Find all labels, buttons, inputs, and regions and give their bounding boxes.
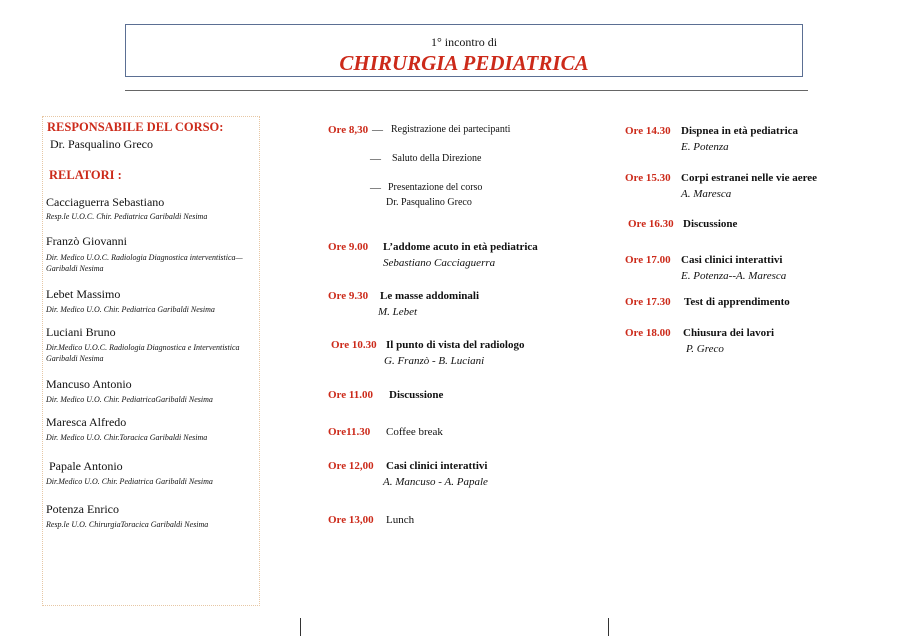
session-title: Coffee break xyxy=(386,426,443,438)
relatore-name: Maresca Alfredo xyxy=(46,415,127,429)
session-title: Casi clinici interattivi xyxy=(681,254,783,266)
course-staff-panel xyxy=(42,116,260,606)
session-title: Dispnea in età pediatrica xyxy=(681,125,799,137)
session-speaker: Dr. Pasqualino Greco xyxy=(386,197,472,208)
session-speaker: E. Potenza xyxy=(681,141,729,153)
session-speaker: P. Greco xyxy=(686,343,724,355)
session-time: Ore 10.30 xyxy=(331,339,377,351)
relatore-name: Franzò Giovanni xyxy=(46,234,127,248)
session-title: Registrazione dei partecipanti xyxy=(391,124,511,135)
session-time: Ore 16.30 xyxy=(628,218,674,230)
session-time: Ore 17.30 xyxy=(625,296,671,308)
page-title: CHIRURGIA PEDIATRICA xyxy=(339,51,589,75)
session-title: Corpi estranei nelle vie aeree xyxy=(681,172,818,184)
session-title: Saluto della Direzione xyxy=(392,153,482,164)
relatore-affiliation: Dir. Medico U.O. Chir. Pediatrica Garibaldi Nesima xyxy=(46,305,215,314)
session-time: Ore11.30 xyxy=(328,426,371,438)
relatore-name: Cacciaguerra Sebastiano xyxy=(46,195,165,209)
header-divider xyxy=(125,90,808,91)
responsabile-label: RESPONSABILE DEL CORSO: xyxy=(47,120,224,134)
session-title: Discussione xyxy=(683,218,738,230)
session-time: Ore 11.00 xyxy=(328,389,374,401)
relatori-label: RELATORI : xyxy=(49,168,122,182)
session-time: Ore 13,00 xyxy=(328,514,374,526)
session-title: Il punto di vista del radiologo xyxy=(386,339,525,351)
session-speaker: M. Lebet xyxy=(378,306,418,318)
session-speaker: A. Maresca xyxy=(681,188,732,200)
relatore-affiliation: Dir. Medico U.O. Chir. PediatricaGaribaldi Nesima xyxy=(46,395,213,404)
session-dash: — xyxy=(372,124,383,136)
fold-mark xyxy=(608,618,609,636)
session-time: Ore 8,30 xyxy=(328,124,369,136)
relatore-name: Lebet Massimo xyxy=(46,287,121,301)
session-time: Ore 14.30 xyxy=(625,125,671,137)
session-title: Le masse addominali xyxy=(380,290,480,302)
relatore-affiliation: Resp.le U.O. ChirurgiaToracica Garibaldi Nesima xyxy=(46,520,209,529)
session-time: Ore 12,00 xyxy=(328,460,374,472)
header-subtitle: 1° incontro di xyxy=(430,35,498,49)
relatore-affiliation: Dir. Medico U.O. Chir.Toracica Garibaldi Nesima xyxy=(46,433,208,442)
session-speaker: Sebastiano Cacciaguerra xyxy=(383,257,496,269)
session-dash: — xyxy=(370,153,381,165)
session-time: Ore 18.00 xyxy=(625,327,671,339)
session-speaker: E. Potenza--A. Maresca xyxy=(681,270,787,282)
relatore-affiliation: Dir. Medico U.O.C. Radiologia Diagnostica interventistica—Garibaldi Nesima xyxy=(46,253,243,273)
session-title: Discussione xyxy=(389,389,444,401)
header-box xyxy=(125,24,803,77)
session-title: Lunch xyxy=(386,514,415,526)
session-title: Chiusura dei lavori xyxy=(683,327,775,339)
session-title: Casi clinici interattivi xyxy=(386,460,488,472)
session-title: Test di apprendimento xyxy=(684,296,790,308)
session-time: Ore 9.00 xyxy=(328,241,369,253)
relatore-name: Potenza Enrico xyxy=(46,502,119,516)
session-time: Ore 15.30 xyxy=(625,172,671,184)
relatore-name: Luciani Bruno xyxy=(46,325,116,339)
relatore-affiliation: Dir.Medico U.O. Chir. Pediatrica Garibaldi Nesima xyxy=(46,477,213,486)
relatore-name: Mancuso Antonio xyxy=(46,377,132,391)
session-title: L’addome acuto in età pediatrica xyxy=(383,241,538,253)
relatore-name: Papale Antonio xyxy=(49,459,123,473)
session-title: Presentazione del corso xyxy=(388,182,483,193)
session-speaker: G. Franzò - B. Luciani xyxy=(384,355,485,367)
relatore-affiliation: Resp.le U.O.C. Chir. Pediatrica Garibaldi Nesima xyxy=(46,212,208,221)
responsabile-name: Dr. Pasqualino Greco xyxy=(50,137,153,151)
fold-mark xyxy=(300,618,301,636)
session-speaker: A. Mancuso - A. Papale xyxy=(383,476,488,488)
session-time: Ore 9.30 xyxy=(328,290,369,302)
session-dash: — xyxy=(370,182,381,194)
relatore-affiliation: Dir.Medico U.O.C. Radiologia Diagnostica e Interventistica Garibaldi Nesima xyxy=(46,343,240,363)
session-time: Ore 17.00 xyxy=(625,254,671,266)
